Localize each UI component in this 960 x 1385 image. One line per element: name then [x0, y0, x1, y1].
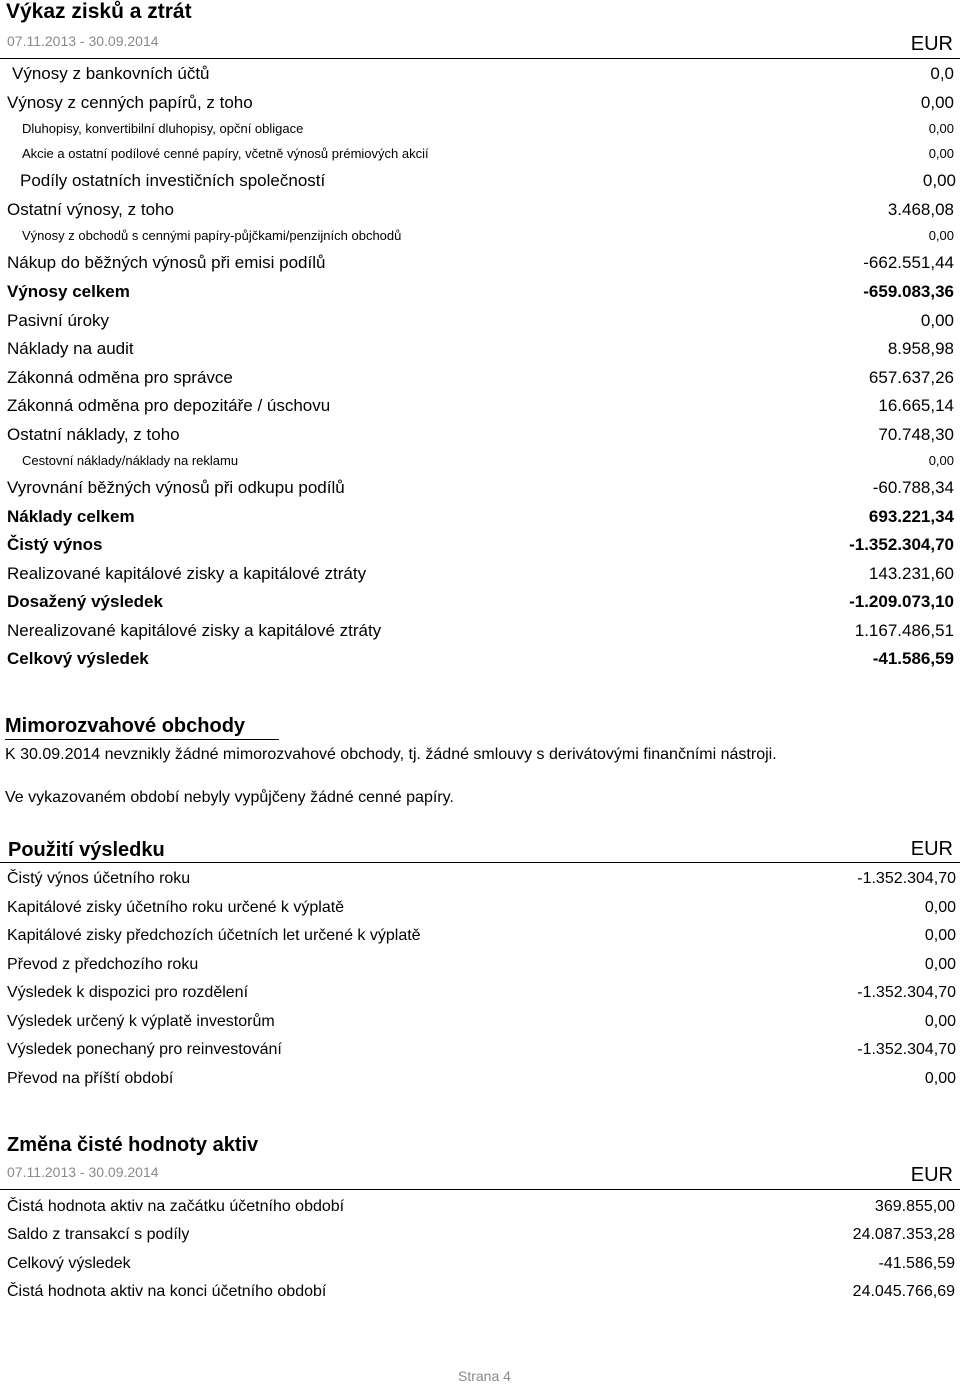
off-balance-title-underline: [5, 739, 279, 740]
page-number: Strana 4: [458, 1368, 511, 1384]
row-label: Akcie a ostatní podílové cenné papíry, včetně výnosů prémiových akcií: [22, 146, 429, 161]
row-value: 0,00: [922, 171, 956, 190]
row-value: -659.083,36: [863, 282, 954, 301]
use-of-result-currency: EUR: [910, 838, 953, 860]
row-label: Převod z předchozího roku: [7, 956, 199, 973]
use-of-result-title: Použití výsledku: [8, 839, 165, 861]
row-value: 16.665,14: [878, 396, 954, 415]
row-value: 693.221,34: [868, 507, 954, 526]
row-value: 0,00: [928, 121, 954, 136]
row-label: Realizované kapitálové zisky a kapitálové ztráty: [7, 564, 367, 583]
row-label: Podíly ostatních investičních společností: [20, 171, 326, 190]
row-value: -1.352.304,70: [849, 535, 954, 554]
row-label: Čistá hodnota aktiv na konci účetního období: [7, 1283, 327, 1300]
row-label: Dosažený výsledek: [7, 592, 163, 611]
row-value: 143.231,60: [868, 564, 954, 583]
row-value: 0,00: [920, 311, 954, 330]
row-label: Saldo z transakcí s podíly: [7, 1226, 190, 1243]
row-label: Náklady na audit: [7, 339, 134, 358]
row-value: 0,00: [920, 93, 954, 112]
row-value: -41.586,59: [872, 649, 954, 668]
row-value: 1.167.486,51: [854, 621, 954, 640]
off-balance-text: K 30.09.2014 nevznikly žádné mimorozvahové obchody, tj. žádné smlouvy s derivátovými finančními nástroji.: [5, 746, 777, 763]
row-label: Cestovní náklady/náklady na reklamu: [22, 453, 239, 468]
row-value: -60.788,34: [872, 478, 954, 497]
currency-label: EUR: [910, 33, 953, 55]
row-value: 0,00: [924, 1013, 956, 1030]
row-label: Nákup do běžných výnosů při emisi podílů: [7, 253, 326, 272]
use-of-result-rule: [0, 862, 960, 863]
row-label: Výnosy z obchodů s cennými papíry-půjčkami/penzijních obchodů: [22, 228, 402, 243]
row-label: Převod na příští období: [7, 1070, 174, 1087]
period-label: 07.11.2013 - 30.09.2014: [7, 33, 159, 49]
row-value: 0,00: [924, 956, 956, 973]
row-label: Zákonná odměna pro správce: [7, 368, 233, 387]
row-value: 0,00: [928, 228, 954, 243]
header-rule: [0, 58, 960, 59]
row-label: Náklady celkem: [7, 507, 135, 526]
row-label: Výsledek určený k výplatě investorům: [7, 1013, 275, 1030]
row-label: Čistá hodnota aktiv na začátku účetního období: [7, 1198, 345, 1215]
row-label: Čistý výnos účetního roku: [7, 870, 191, 887]
row-value: -1.352.304,70: [857, 870, 956, 887]
row-label: Celkový výsledek: [7, 649, 149, 668]
row-value: 369.855,00: [874, 1198, 955, 1215]
row-label: Výnosy z cenných papírů, z toho: [7, 93, 253, 112]
page-title: Výkaz zisků a ztrát: [6, 0, 192, 23]
row-label: Vyrovnání běžných výnosů při odkupu podílů: [7, 478, 345, 497]
row-label: Výsledek k dispozici pro rozdělení: [7, 984, 249, 1001]
row-label: Čistý výnos: [7, 535, 103, 554]
securities-lending-text: Ve vykazovaném období nebyly vypůjčeny žádné cenné papíry.: [5, 789, 454, 806]
row-value: 657.637,26: [868, 368, 954, 387]
row-label: Výsledek ponechaný pro reinvestování: [7, 1041, 282, 1058]
row-value: 24.087.353,28: [852, 1226, 955, 1243]
row-value: 24.045.766,69: [852, 1283, 955, 1300]
nav-change-title: Změna čisté hodnoty aktiv: [7, 1134, 259, 1156]
row-value: 0,00: [924, 899, 956, 916]
row-label: Kapitálové zisky účetního roku určené k výplatě: [7, 899, 345, 916]
row-label: Zákonná odměna pro depozitáře / úschovu: [7, 396, 331, 415]
row-value: 0,00: [924, 1070, 956, 1087]
row-value: 0,00: [928, 453, 954, 468]
row-value: 0,0: [930, 64, 954, 83]
row-value: 3.468,08: [887, 200, 954, 219]
row-label: Výnosy z bankovních účtů: [12, 64, 210, 83]
row-label: Výnosy celkem: [7, 282, 130, 301]
row-label: Ostatní náklady, z toho: [7, 425, 180, 444]
nav-change-period: 07.11.2013 - 30.09.2014: [7, 1164, 159, 1180]
off-balance-title: Mimorozvahové obchody: [5, 715, 246, 737]
row-value: -1.209.073,10: [849, 592, 954, 611]
row-value: -662.551,44: [863, 253, 954, 272]
row-value: -41.586,59: [878, 1255, 955, 1272]
row-value: -1.352.304,70: [857, 1041, 956, 1058]
nav-change-rule: [0, 1189, 960, 1190]
row-value: -1.352.304,70: [857, 984, 956, 1001]
row-value: 70.748,30: [878, 425, 954, 444]
row-label: Dluhopisy, konvertibilní dluhopisy, opční obligace: [22, 121, 304, 136]
row-value: 8.958,98: [887, 339, 954, 358]
row-label: Pasivní úroky: [7, 311, 110, 330]
row-label: Ostatní výnosy, z toho: [7, 200, 174, 219]
row-label: Nerealizované kapitálové zisky a kapitálové ztráty: [7, 621, 382, 640]
nav-change-currency: EUR: [910, 1164, 953, 1186]
row-label: Kapitálové zisky předchozích účetních let určené k výplatě: [7, 927, 421, 944]
row-value: 0,00: [928, 146, 954, 161]
row-label: Celkový výsledek: [7, 1255, 131, 1272]
row-value: 0,00: [924, 927, 956, 944]
